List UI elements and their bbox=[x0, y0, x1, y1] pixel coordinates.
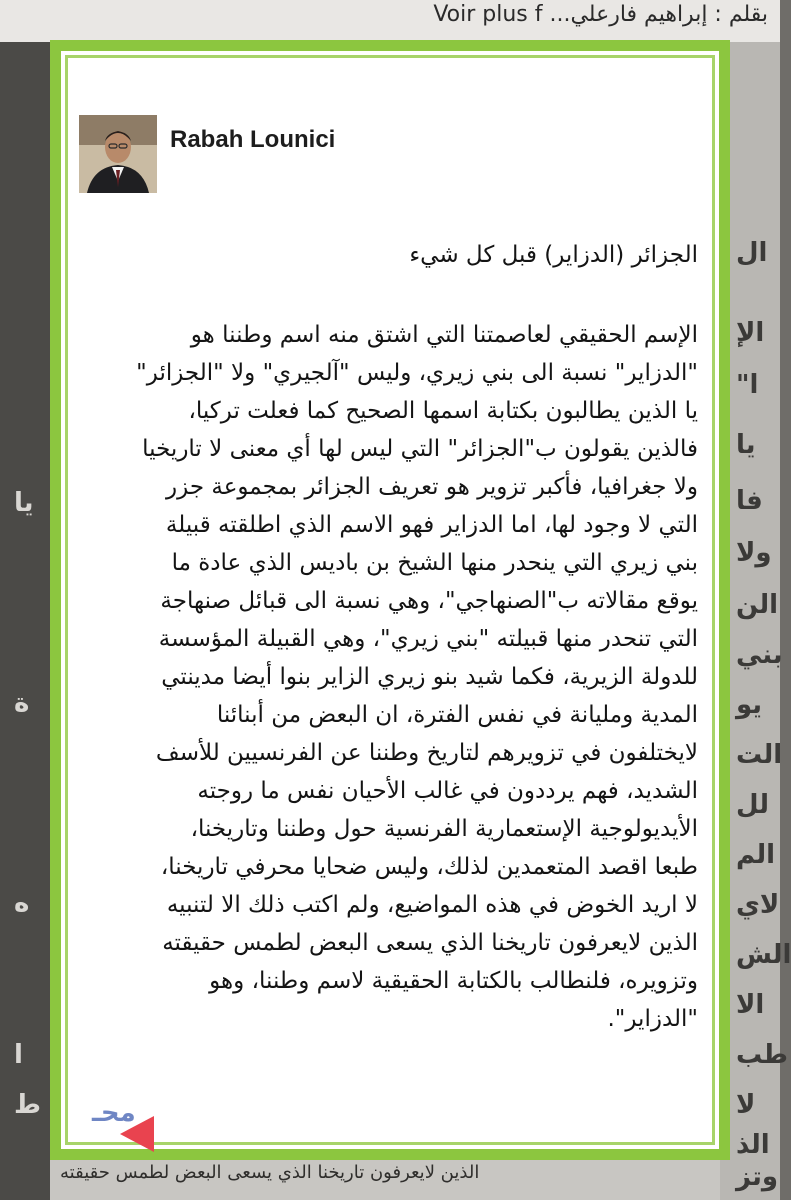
bg-fragment: الإ bbox=[736, 318, 765, 348]
bg-fragment: يا bbox=[736, 430, 756, 460]
bg-fragment: ه bbox=[14, 888, 30, 918]
bg-fragment: الت bbox=[736, 740, 783, 770]
body-line: المدية ومليانة في نفس الفترة، ان البعض من أبنائنا bbox=[216, 702, 698, 728]
watermark-triangle-icon bbox=[120, 1116, 154, 1152]
bg-fragment: بني bbox=[736, 640, 783, 670]
body-line: لا اريد الخوض في هذه المواضيع، ولم اكتب ذلك الا لتنبيه bbox=[166, 892, 698, 918]
body-line: الأيديولوجية الإستعمارية الفرنسية حول وطننا وتاريخنا، bbox=[190, 816, 698, 842]
body-line: التي تنحدر منها قبيلته "بني زيري"، وهي القبيلة المؤسسة bbox=[158, 626, 698, 652]
bg-fragment: ة bbox=[14, 688, 30, 718]
bg-fragment: ولا bbox=[736, 538, 772, 568]
bg-fragment: لا bbox=[736, 1090, 756, 1120]
body-line: الذين لايعرفون تاريخنا الذي يسعى البعض لطمس حقيقته bbox=[162, 930, 698, 956]
watermark-text: محـ bbox=[92, 1098, 136, 1128]
background-bottom-text: الذين لايعرفون تاريخنا الذي يسعى البعض لطمس حقيقته bbox=[60, 1162, 480, 1183]
body-line: الشديد، فهم يرددون في غالب الأحيان نفس ما روجته bbox=[197, 778, 698, 804]
body-line: طبعا اقصد المتعمدين لذلك، وليس ضحايا محرفي تاريخنا، bbox=[160, 854, 698, 880]
post-card bbox=[50, 40, 730, 1160]
background-header-strip bbox=[0, 0, 780, 42]
background-caption-text: بقلم : إبراهيم فارعلي... Voir plus f bbox=[433, 2, 768, 27]
bg-fragment: يا bbox=[14, 488, 34, 518]
bg-fragment: الش bbox=[736, 940, 791, 970]
post-body bbox=[80, 316, 698, 1038]
bg-fragment: الذ bbox=[736, 1130, 770, 1160]
bg-fragment: لل bbox=[736, 790, 769, 820]
body-line: وتزويره، فلنطالب بالكتابة الحقيقية لاسم وطننا، وهو bbox=[209, 968, 698, 994]
avatar[interactable] bbox=[79, 115, 157, 193]
bg-fragment: "ا bbox=[736, 370, 759, 400]
bg-fragment: الن bbox=[736, 590, 779, 620]
body-line: ولا جغرافيا، فأكبر تزوير هو تعريف الجزائر بمجموعة جزر bbox=[166, 474, 698, 500]
bg-fragment: ال bbox=[736, 238, 768, 268]
post-text bbox=[80, 236, 698, 1038]
body-line: الإسم الحقيقي لعاصمتنا التي اشتق منه اسم وطننا هو bbox=[190, 322, 698, 348]
background-left-edge bbox=[0, 42, 50, 1200]
bg-fragment: ا bbox=[14, 1040, 23, 1070]
body-line: لايختلفون في تزويرهم لتاريخ وطننا عن الفرنسيين للأسف bbox=[155, 740, 698, 766]
body-line: للدولة الزيرية، فكما شيد بنو زيري الزاير بنوا أيضا مدينتي bbox=[161, 664, 698, 690]
body-line: فالذين يقولون ب"الجزائر" التي ليس لها أي معنى لا تاريخيا bbox=[142, 436, 698, 462]
bg-fragment: الم bbox=[736, 840, 776, 870]
body-line: يوقع مقالاته ب"الصنهاجي"، وهي نسبة الى قبائل صنهاجة bbox=[160, 588, 698, 614]
body-line: بني زيري التي ينحدر منها الشيخ بن باديس الذي عادة ما bbox=[171, 550, 698, 576]
body-line: يا الذين يطالبون بكتابة اسمها الصحيح كما فعلت تركيا، bbox=[188, 398, 698, 424]
body-line: التي لا وجود لها، اما الدزاير فهو الاسم الذي اطلقته قبيلة bbox=[165, 512, 698, 538]
bg-fragment: لاي bbox=[736, 890, 780, 920]
author-name[interactable]: Rabah Lounici bbox=[170, 126, 336, 153]
post-card-inner bbox=[65, 55, 715, 1145]
bg-fragment: الا bbox=[736, 990, 765, 1020]
bg-fragment: ط bbox=[14, 1090, 42, 1120]
bg-fragment: فا bbox=[736, 486, 763, 516]
avatar-portrait-icon bbox=[79, 115, 157, 193]
bg-fragment: يو bbox=[736, 690, 763, 720]
body-line: "الدزاير" نسبة الى بني زيري، وليس "آلجيري" ولا "الجزائر" bbox=[136, 360, 698, 386]
bg-fragment: طب bbox=[736, 1040, 789, 1070]
bg-fragment: وتز bbox=[736, 1162, 779, 1192]
body-line: "الدزاير". bbox=[607, 1006, 698, 1032]
post-title: الجزائر (الدزاير) قبل كل شيء bbox=[409, 242, 698, 268]
